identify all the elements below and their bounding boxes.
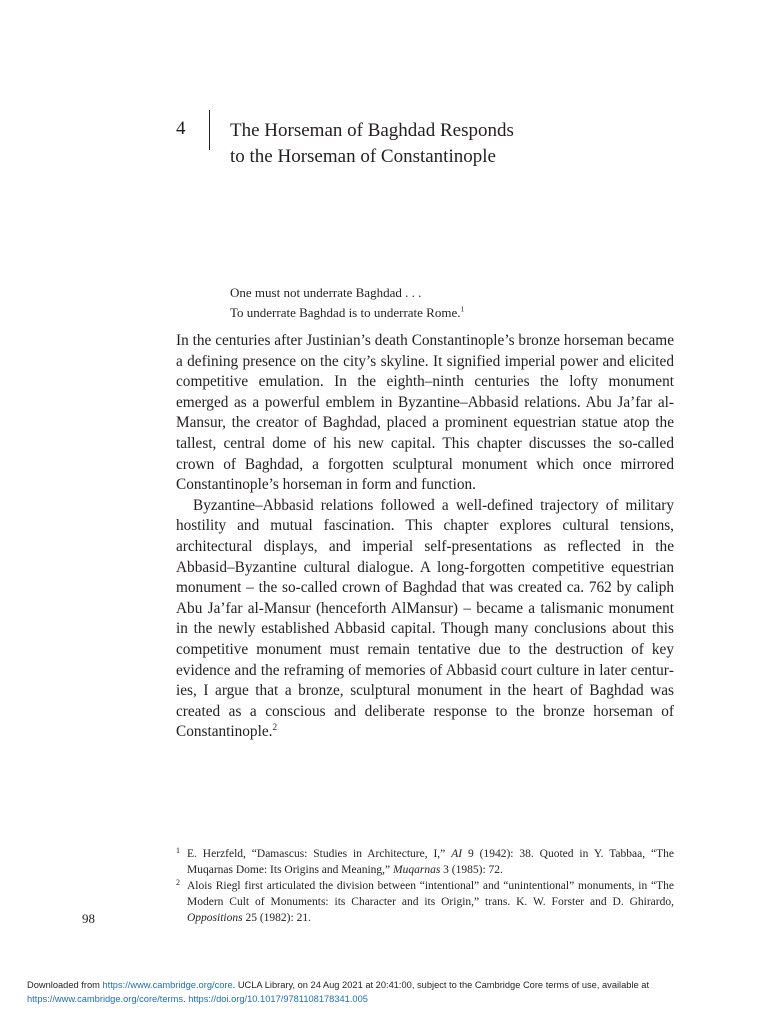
chapter-divider — [209, 110, 210, 150]
footnote-2-italic-a: Oppositions — [187, 912, 243, 924]
footnote-2-text-a: Alois Riegl first articulated the division between “intentional” and “unintentional” monuments, in “The Modern Cult of Monuments: its Character and its Origin,” trans. K. W. Forster and D. Ghirardo, — [187, 880, 674, 908]
epigraph — [230, 283, 464, 323]
chapter-title-line-2: to the Horseman of Constantinople — [230, 146, 496, 167]
download-notice — [27, 978, 747, 1006]
footnotes — [176, 846, 674, 926]
footnote-1-number: 1 — [176, 846, 180, 855]
footnote-ref-2[interactable]: 2 — [272, 722, 278, 733]
doi-link[interactable]: https://doi.org/10.1017/9781108178341.005 — [188, 994, 368, 1004]
footnote-2 — [176, 878, 674, 926]
page-number: 98 — [82, 911, 95, 926]
download-notice-middle: . UCLA Library, on 24 Aug 2021 at 20:41:00, subject to the Cambridge Core terms of use, available at — [232, 980, 650, 990]
paragraph-2 — [176, 496, 674, 743]
chapter-title — [230, 118, 650, 170]
footnote-1-text-b: 9 (1942): 38. Quoted in Y. Tabbaa, “The Muqarnas Dome: Its Origins and Meaning,” — [187, 848, 675, 876]
footnote-2-text-b: 25 (1982): 21. — [242, 912, 311, 924]
paragraph-1: In the centuries after Justinian’s death Constantinople’s bronze horseman became a defining presence on the city’s skyline. It signified imperial power and elicited competitive emulation. In the eighth–ninth centuries the lofty monument emerged as a powerful emblem in Byzantine–Abbasid relations. Abu Ja’far al-Mansur, the creator of Baghdad, placed a prominent equestrian statue atop the tallest, central dome of his new capital. This chapter discusses the so-called crown of Baghdad, a forgotten sculptural monument which once mirrored Constantinople’s horseman in form and function. — [176, 332, 674, 494]
body-text — [176, 331, 674, 743]
download-notice-separator: . — [183, 994, 189, 1004]
footnote-1 — [176, 846, 674, 878]
footnote-1-text-c: 3 (1985): 72. — [440, 864, 503, 876]
terms-link[interactable]: https://www.cambridge.org/core/terms — [27, 994, 184, 1004]
footnote-1-italic-a: AI — [451, 848, 463, 860]
download-notice-prefix: Downloaded from — [27, 980, 103, 990]
footnote-2-number: 2 — [176, 878, 180, 887]
footnote-ref-1[interactable]: 1 — [460, 304, 465, 314]
epigraph-line-2 — [230, 303, 464, 323]
epigraph-line-1: One must not underrate Baghdad . . . — [230, 285, 422, 300]
paragraph-2-text: Byzantine–Abbasid relations followed a well-defined trajectory of military hostility and mutual fascination. This chapter explores cultural tensions, architectural displays, and imperial self-presentations as reflected in the Abbasid–Byzantine cultural dialogue. A long-forgotten competitive equestrian monument – the so-called crown of Baghdad that was created ca. 762 by caliph Abu Ja’far al-Mansur (henceforth AlMansur) – became a talismanic monument in the newly established Abbasid capital. Though many conclusions about this competitive monument must remain tentative due to the destruction of key evidence and the reframing of memories of Abbasid court culture in later centuries, I argue that a bronze, sculptural monument in the heart of Baghdad was created as a conscious and deliberate response to the bronze horseman of Constantinople. — [176, 496, 674, 741]
footnote-1-text-a: E. Herzfeld, “Damascus: Studies in Architecture, I,” — [187, 848, 452, 860]
footnote-1-italic-b: Muqarnas — [393, 864, 441, 876]
chapter-number: 4 — [176, 118, 186, 139]
cambridge-core-link[interactable]: https://www.cambridge.org/core — [102, 980, 233, 990]
chapter-title-line-1: The Horseman of Baghdad Responds — [230, 120, 514, 141]
epigraph-line-2-text: To underrate Baghdad is to underrate Rome. — [230, 305, 461, 320]
